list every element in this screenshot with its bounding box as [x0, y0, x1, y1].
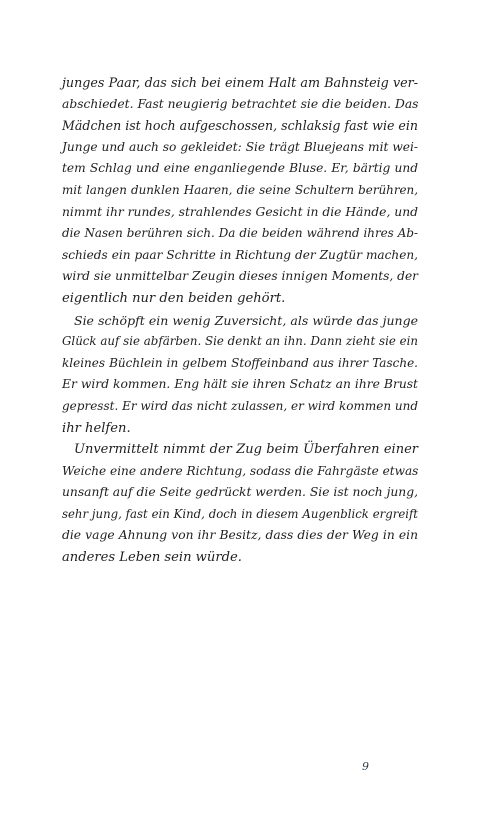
text-line: schieds ein paar Schritte in Richtung der Zugtür machen, — [62, 247, 418, 262]
text-line: die Nasen berühren sich. Da die beiden während ihres Ab- — [62, 226, 418, 241]
text-line: sehr jung, fast ein Kind, doch in diesem Augenblick ergreift — [62, 506, 418, 521]
text-line: abschiedet. Fast neugierig betrachtet sie die beiden. Das — [62, 96, 419, 111]
text-line: Sie schöpft ein wenig Zuversicht, als würde das junge — [74, 312, 418, 328]
text-line: anderes Leben sein würde. — [62, 550, 242, 566]
text-line: Junge und auch so gekleidet: Sie trägt Bluejeans mit wei- — [62, 139, 418, 154]
text-line: Weiche eine andere Richtung, sodass die Fahrgäste etwas — [62, 463, 419, 478]
paragraph-2 — [62, 310, 418, 440]
text-line: gepresst. Er wird das nicht zulassen, er wird kommen und — [62, 398, 419, 413]
text-line: Unvermittelt nimmt der Zug beim Überfahren einer — [74, 442, 418, 458]
text-line: kleines Büchlein in gelbem Stoffeinband aus ihrer Tasche. — [62, 355, 418, 370]
page-number: 9 — [362, 760, 369, 773]
text-line: unsanft auf die Seite gedrückt werden. Sie ist noch jung, — [62, 485, 418, 500]
text-line: nimmt ihr rundes, strahlendes Gesicht in die Hände, und — [62, 204, 418, 219]
text-line: Er wird kommen. Eng hält sie ihren Schatz an ihre Brust — [62, 377, 418, 392]
text-line: Glück auf sie abfärben. Sie denkt an ihn. Dann zieht sie ein — [62, 334, 418, 349]
text-line: junges Paar, das sich bei einem Halt am Bahnsteig ver- — [62, 75, 418, 90]
paragraph-3 — [62, 439, 418, 569]
paragraph-1 — [62, 72, 418, 310]
text-line: eigentlich nur den beiden gehört. — [62, 290, 286, 306]
text-line: Mädchen ist hoch aufgeschossen, schlaksig fast wie ein — [62, 118, 419, 134]
text-line: die vage Ahnung von ihr Besitz, dass dies der Weg in ein — [62, 528, 418, 543]
text-line: wird sie unmittelbar Zeugin dieses innigen Moments, der — [62, 269, 418, 284]
text-line: mit langen dunklen Haaren, die seine Schultern berühren, — [62, 182, 418, 197]
text-line: ihr helfen. — [62, 420, 131, 436]
body-text — [62, 72, 418, 569]
text-line: tem Schlag und eine enganliegende Bluse. Er, bärtig und — [62, 161, 418, 176]
